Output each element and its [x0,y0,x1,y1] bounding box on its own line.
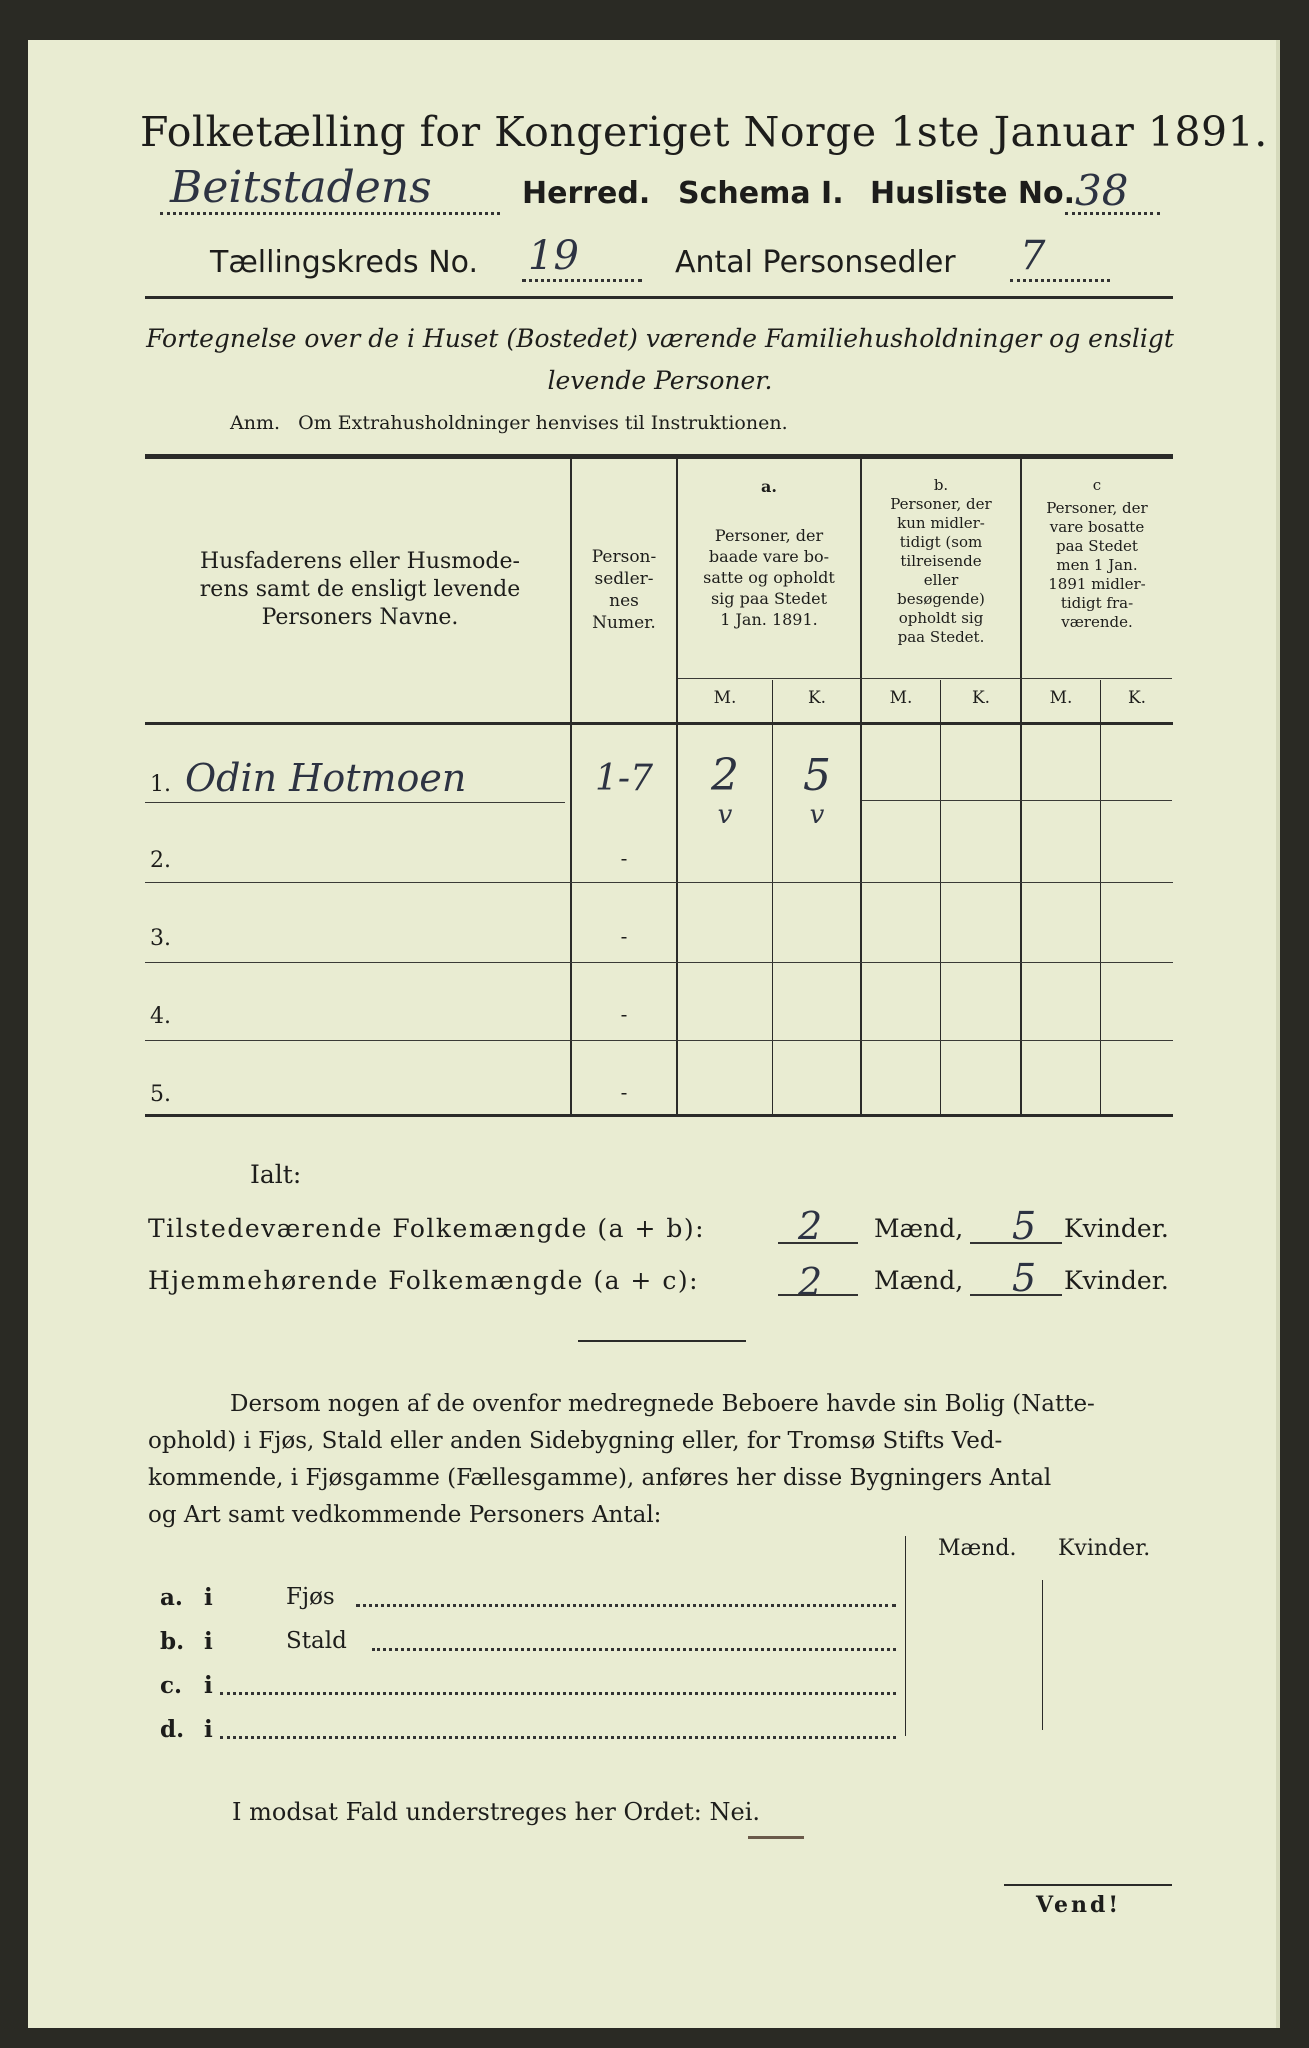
herred-underline [160,212,500,215]
totals-line-1-m: 2 [798,1204,823,1248]
totals-line-2-m: 2 [798,1260,823,1304]
husliste-underline [1065,212,1160,215]
table-row-1-a-k-check: v [809,800,825,830]
buildings-line-3: kommende, i Fjøsgamme (Fællesgamme), anføres her disse Bygningers Antal [148,1465,1052,1491]
col-a-line-5: 1 Jan. 1891. [720,610,818,629]
totals-line-1 [148,1204,1178,1254]
modsat-statement: I modsat Fald understreges her Ordet: Nei. [232,1798,761,1826]
col-divider-b-mk [940,680,941,1114]
husliste-value: 38 [1075,166,1129,215]
col-num-header [572,546,676,634]
buildings-line-4: og Art samt vedkommende Personers Antal: [148,1502,662,1528]
col-a-k-label: K. [807,688,827,708]
intro-line-1: Fortegnelse over de i Huset (Bostedet) værende Familiehusholdninger og ensligt [146,324,1174,353]
table-row-5-num: - [620,1080,628,1104]
col-c-line-7: værende. [1061,613,1133,631]
antal-label: Antal Personsedler [675,245,956,280]
totals-line-1-k: 5 [1012,1204,1037,1248]
buildings-col-maend: Mænd. [938,1536,1017,1561]
kreds-label: Tællingskreds No. [210,245,478,280]
col-c-line-2: vare bosatte [1049,518,1145,536]
col-b-letter: b. [933,476,949,494]
totals-line-2-maend: Mænd, [874,1266,964,1295]
herred-line [160,162,1190,220]
building-item-d-letter: d. [160,1716,185,1743]
building-item-b [160,1628,900,1664]
building-item-d [160,1716,900,1752]
building-item-c [160,1672,900,1708]
col-divider-c-mk [1100,680,1101,1114]
col-c-line-6: tidigt fra- [1060,594,1134,612]
col-c-letter: c [1092,476,1102,494]
building-item-a-label: Fjøs [286,1584,335,1610]
schema-label: Schema I. [678,176,844,211]
building-item-a-dots [356,1604,896,1607]
herred-value: Beitstadens [170,162,432,213]
col-a-line-3: satte og opholdt [703,568,835,587]
table-row-4-number: 4. [150,1004,171,1029]
col-a-header [678,476,860,630]
building-item-a-i: i [204,1584,213,1611]
col-name-line-1: Husfaderens eller Husmode- [200,549,520,574]
col-b-header [862,476,1020,647]
totals-line-2 [148,1256,1178,1306]
building-item-c-letter: c. [160,1672,183,1699]
building-item-b-letter: b. [160,1628,185,1655]
table-row-1-a-m-check: v [717,800,733,830]
totals-line-2-m-rule [778,1294,858,1296]
totals-line-1-kvinder: Kvinder. [1064,1214,1169,1243]
col-b-line-8: paa Stedet. [897,628,985,646]
col-c-line-5: 1891 midler- [1048,575,1146,593]
buildings-paragraph [148,1386,1178,1534]
col-a-line-4: sig paa Stedet [710,589,828,608]
buildings-line-1: Dersom nogen af de ovenfor medregnede Beboere havde sin Bolig (Natte- [230,1391,1095,1417]
buildings-col-divider-2 [1042,1580,1043,1730]
col-c-line-1: Personer, der [1046,499,1148,517]
building-item-d-i: i [204,1716,213,1743]
building-item-b-i: i [204,1628,213,1655]
col-b-line-2: kun midler- [897,514,985,532]
table-header-rule [145,722,1173,725]
col-name-header [150,548,570,632]
table-row-3-rule [145,962,1173,963]
intro-line-2: levende Personer. [547,366,773,395]
anm-note: Anm. Om Extrahusholdninger henvises til Instruktionen. [230,412,788,434]
vend-label: Vend! [1036,1892,1122,1918]
table-row-4-num: - [620,1002,628,1026]
table-row-1-a-k: 5 [803,750,831,801]
col-a-line-1: Personer, der [714,526,824,545]
col-b-line-4: tilreisende [900,552,982,570]
col-name-line-3: Personers Navne. [261,605,459,630]
husliste-label: Husliste No. [870,176,1075,211]
col-b-line-6: besøgende) [897,590,985,608]
table-row-3-num: - [620,924,628,948]
table-row-2-num: - [620,846,628,870]
col-b-m-label: M. [889,688,913,708]
totals-line-2-k: 5 [1012,1256,1037,1300]
table-row-3-number: 3. [150,926,171,951]
col-num-line-2: sedler- [594,569,654,589]
totals-line-2-k-rule [970,1294,1062,1296]
col-c-line-3: paa Stedet [1056,537,1138,555]
buildings-col-kvinder: Kvinder. [1058,1536,1151,1561]
table-row-2-number: 2. [150,848,171,873]
col-num-line-4: Numer. [592,613,656,633]
building-item-b-label: Stald [286,1628,347,1654]
antal-underline [1010,279,1110,282]
table-row-1-num: 1-7 [595,758,653,799]
building-item-d-dots [220,1736,896,1739]
mk-header-rule [678,678,1172,679]
nei-underline [748,1836,804,1839]
col-c-m-label: M. [1049,688,1073,708]
building-item-c-dots [220,1692,896,1695]
col-num-line-3: nes [609,591,639,611]
totals-line-2-label: Hjemmehørende Folkemængde (a + c): [148,1266,699,1295]
col-b-k-label: K. [971,688,991,708]
table-row-1-name: Odin Hotmoen [185,756,467,800]
building-item-a-letter: a. [160,1584,183,1611]
totals-line-1-maend: Mænd, [874,1214,964,1243]
col-b-line-1: Personer, der [890,495,992,513]
kreds-line [210,235,1140,285]
table-row-1-number: 1. [150,772,171,797]
col-c-line-4: men 1 Jan. [1056,556,1138,574]
col-b-line-7: opholdt sig [898,609,984,627]
ialt-label: Ialt: [250,1160,302,1189]
col-a-line-2: baade vare bo- [708,547,830,566]
col-c-header [1022,476,1172,632]
building-item-b-dots [372,1648,896,1651]
kreds-underline [522,279,642,282]
page-edge [1276,40,1280,2028]
col-a-letter: a. [761,477,777,496]
table-row-2-rule [145,882,1173,883]
col-b-line-5: eller [923,571,959,589]
table-row-5-number: 5. [150,1082,171,1107]
totals-line-1-m-rule [778,1242,858,1244]
table-bottom-rule [145,1114,1173,1117]
totals-line-1-k-rule [970,1242,1062,1244]
table-row-4-rule [145,1040,1173,1041]
buildings-line-2: ophold) i Fjøs, Stald eller anden Sidebygning eller, for Tromsø Stifts Ved- [148,1428,1003,1454]
form-title: Folketælling for Kongeriget Norge 1ste Januar 1891. [140,108,1268,156]
table-row-1-name-rule [145,802,565,803]
antal-value: 7 [1020,233,1046,279]
col-num-line-1: Person- [591,547,657,567]
vend-rule [1004,1884,1172,1886]
header-rule [145,296,1173,299]
herred-label: Herred. [522,176,651,211]
buildings-col-divider-1 [905,1536,906,1736]
building-item-a [160,1584,900,1620]
col-divider-a-mk [772,680,773,1114]
col-a-m-label: M. [713,688,737,708]
col-b-line-3: tidigt (som [899,533,983,551]
totals-line-2-kvinder: Kvinder. [1064,1266,1169,1295]
kreds-value: 19 [528,233,579,279]
table-row-1-rule [862,800,1172,801]
table-row-1-a-m: 2 [711,750,739,801]
section-divider [578,1340,746,1342]
totals-line-1-label: Tilstedeværende Folkemængde (a + b): [148,1214,706,1243]
building-item-c-i: i [204,1672,213,1699]
col-name-line-2: rens samt de ensligt levende [199,577,521,602]
table-top-rule [145,454,1173,459]
col-c-k-label: K. [1127,688,1147,708]
